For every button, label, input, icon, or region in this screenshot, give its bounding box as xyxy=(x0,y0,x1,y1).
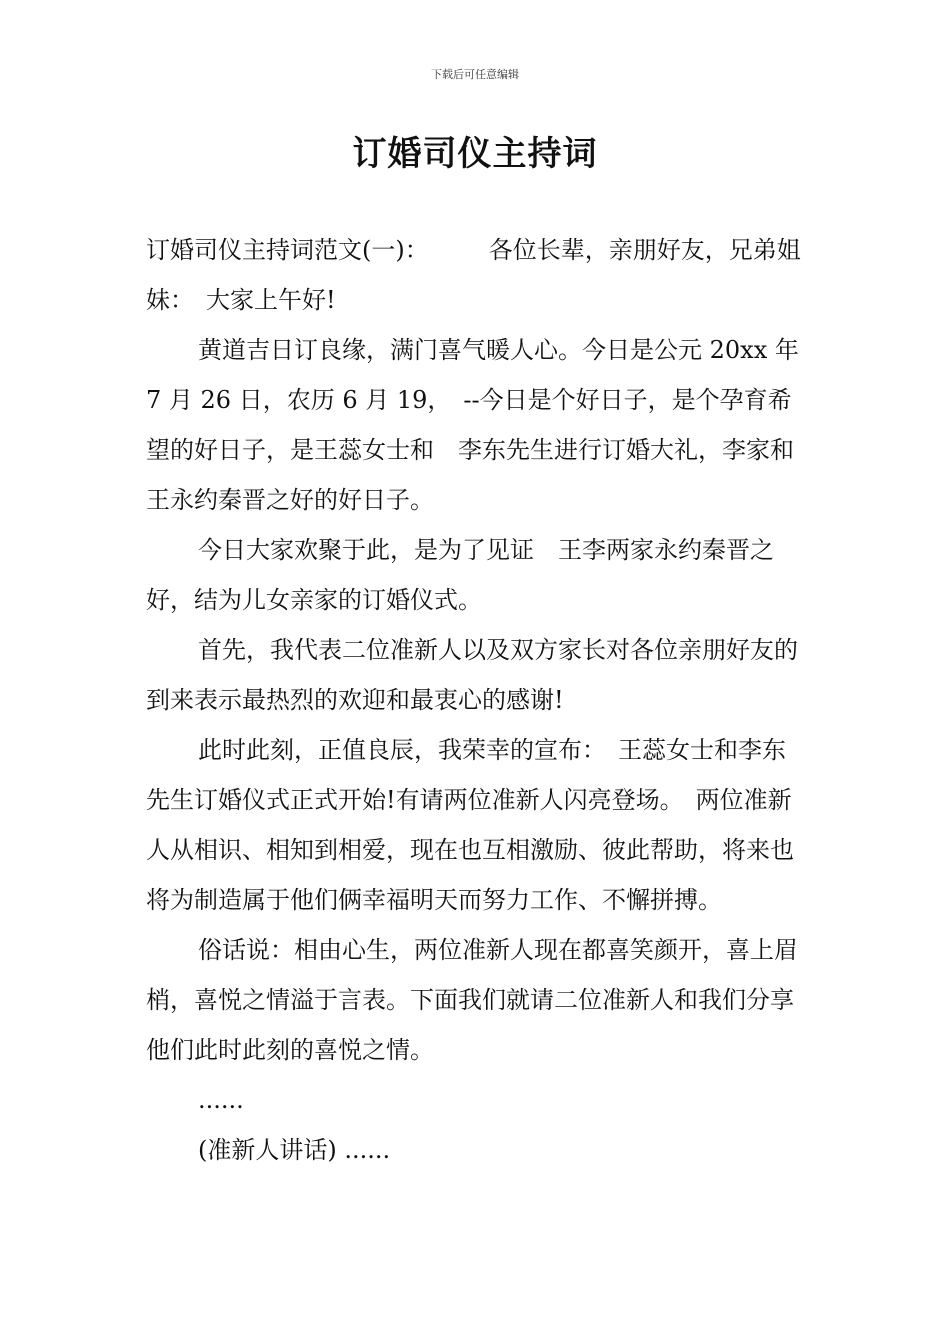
speech-note: (准新人讲话) ...... xyxy=(198,1136,391,1164)
paragraph-opening: 订婚司仪主持词范文(一)： 各位长辈，亲朋好友，兄弟姐妹： 大家上午好! xyxy=(146,236,801,314)
ellipsis-line: ...... xyxy=(198,1086,244,1114)
paragraph: 首先，我代表二位准新人以及双方家长对各位亲朋好友的到来表示最热烈的欢迎和最衷心的感谢! xyxy=(146,636,798,714)
paragraph: 今日大家欢聚于此，是为了见证 王李两家永约秦晋之好，结为儿女亲家的订婚仪式。 xyxy=(146,536,774,614)
paragraph: 黄道吉日订良缘，满门喜气暖人心。今日是公元 20xx 年 7 月 26 日，农历 6 月 19， --今日是个好日子，是个孕育希望的好日子，是王蕊女士和 李东先生进行订婚大礼，李家和王永约秦晋之好的好日子。 xyxy=(146,336,799,514)
paragraph: 俗话说：相由心生，两位准新人现在都喜笑颜开，喜上眉梢，喜悦之情溢于言表。下面我们就请二位准新人和我们分享他们此时此刻的喜悦之情。 xyxy=(146,936,798,1064)
document-body xyxy=(146,225,808,1175)
header-note: 下载后可任意编辑 xyxy=(431,68,519,81)
document-title: 订婚司仪主持词 xyxy=(352,134,598,174)
paragraph: 此时此刻，正值良辰，我荣幸的宣布： 王蕊女士和李东 先生订婚仪式正式开始!有请两位准新人闪亮登场。 两位准新人从相识、相知到相爱，现在也互相激励、彼此帮助，将来也将为制造属于他们俩幸福明天而努力工作、不懈拼搏。 xyxy=(146,736,810,914)
